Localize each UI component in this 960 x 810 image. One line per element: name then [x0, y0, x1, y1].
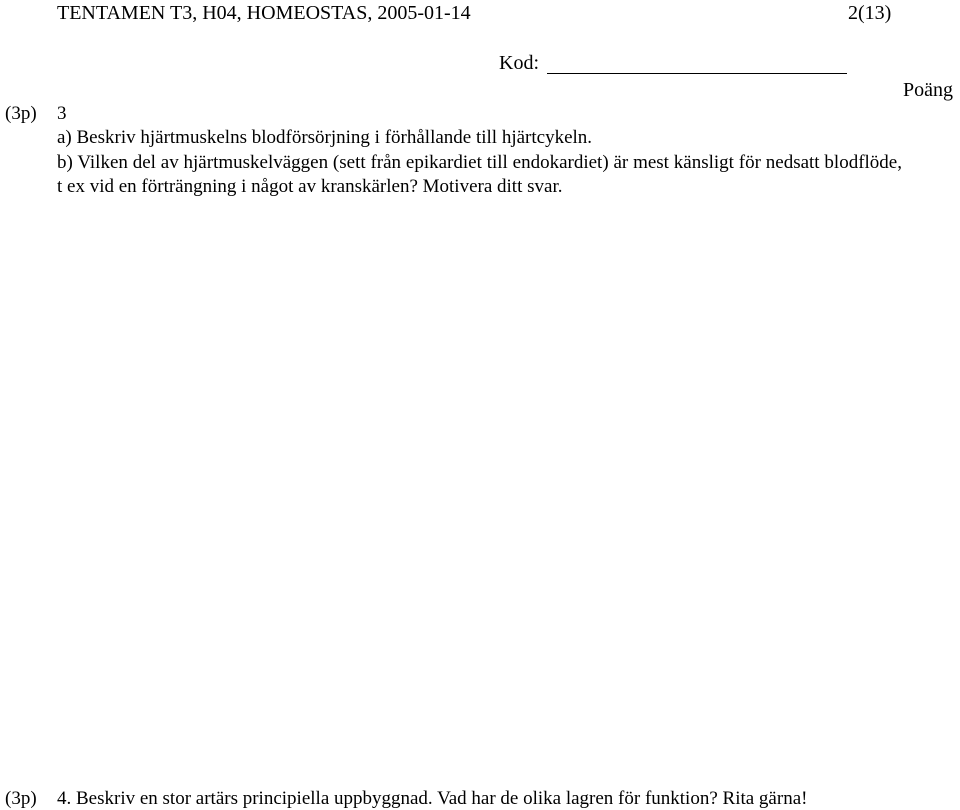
kod-answer-line	[547, 73, 847, 74]
points-column-header: Poäng	[903, 79, 953, 101]
question-4-text: 4. Beskriv en stor artärs principiella uppbyggnad. Vad har de olika lagren för funktion? Rita gärna!	[57, 788, 808, 809]
question-3-part-a: a) Beskriv hjärtmuskelns blodförsörjning i förhållande till hjärtcykeln.	[57, 127, 593, 148]
question-3-points: (3p)	[5, 103, 37, 124]
question-3-part-b: b) Vilken del av hjärtmuskelväggen (sett från epikardiet till endokardiet) är mest känsligt för nedsatt blodflöde, t ex vid en förträngning i något av kranskärlen? Motivera ditt svar.	[57, 152, 902, 197]
exam-header-title: TENTAMEN T3, H04, HOMEOSTAS, 2005-01-14	[57, 2, 471, 24]
question-3-number: 3	[57, 103, 67, 124]
kod-label: Kod:	[499, 52, 539, 74]
question-4-points: (3p)	[5, 788, 37, 809]
page-number: 2(13)	[848, 2, 892, 24]
